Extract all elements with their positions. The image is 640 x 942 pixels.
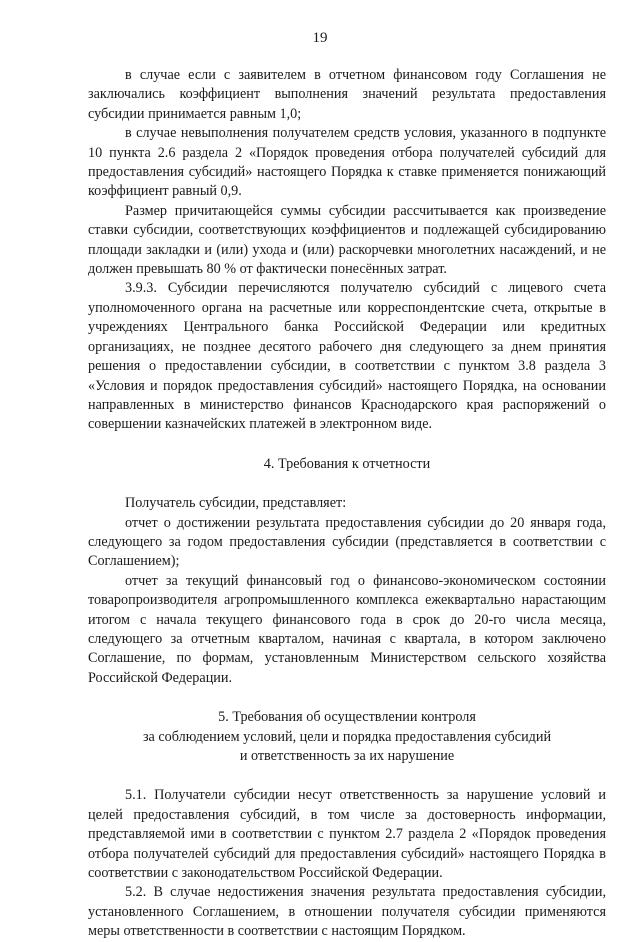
document-body — [88, 66, 606, 942]
paragraph-5-1: 5.1. Получатели субсидии несут ответственность за нарушение условий и целей предоставления субсидий, в том числе за достоверность информации, представляемой ими в соответствии с пунктом 2.7 раздела 2 «Порядок проведения отбора получателей субсидий для предоставления субсидий» настоящего Порядка в соответствии с законодательством Российской Федерации. — [88, 787, 606, 882]
section-heading-5-line-1: 5. Требования об осуществлении контроля — [218, 709, 476, 726]
paragraph-coefficient-reduction: в случае невыполнения получателем средств условия, указанного в подпункте 10 пункта 2.6 раздела 2 «Порядок проведения отбора получателей субсидий для предоставления субсидий» настоящего Порядка к ставке применяется понижающий коэффициент равный 0,9. — [88, 125, 606, 200]
paragraph-financial-report: отчет за текущий финансовый год о финансово-экономическом состоянии товаропроизводителя агропромышленного комплекса ежеквартально нарастающим итогом с начала текущего финансового года в срок до 20-го числа месяца, следующего за отчетным кварталом, начиная с квартала, в котором заключено Соглашение, по формам, установленным Министерством сельского хозяйства Российской Федерации. — [88, 572, 606, 686]
spacer — [88, 474, 606, 494]
paragraph-subsidy-amount: Размер причитающейся суммы субсидии рассчитывается как произведение ставки субсидии, соответствующих коэффициентов и подлежащей субсидированию площади закладки и (или) ухода и (или) раскорчевки многолетних насаждений, и не должен превышать 80 % от фактически понесённых затрат. — [88, 202, 606, 278]
paragraph-coefficient-no-agreement: в случае если с заявителем в отчетном финансовом году Соглашения не заключались коэффициент выполнения значений результата предоставления субсидии принимается равным 1,0; — [88, 67, 606, 122]
section-heading-4: 4. Требования к отчетности — [263, 455, 431, 472]
page-number: 19 — [312, 30, 328, 46]
spacer — [88, 688, 606, 708]
spacer — [88, 766, 606, 786]
section-heading-5 — [88, 708, 606, 766]
spacer — [88, 435, 606, 455]
paragraph-recipient-submits: Получатель субсидии, представляет: — [125, 495, 347, 512]
paragraph-5-2: 5.2. В случае недостижения значения результата предоставления субсидии, установленного Соглашением, в отношении получателя субсидии применяются меры ответственности в соответствии с настоящим Порядком. — [88, 884, 606, 940]
section-heading-5-line-3: и ответственность за их нарушение — [239, 748, 455, 764]
section-heading-5-line-2: за соблюдением условий, цели и порядка предоставления субсидий — [142, 728, 552, 745]
paragraph-3-9-3: 3.9.3. Субсидии перечисляются получателю субсидий с лицевого счета уполномоченного органа на расчетные или корреспондентские счета, открытые в учреждениях Центрального банка Российской Федерации или кредитных организациях, не позднее десятого рабочего дня следующего за днем принятия решения о предоставлении субсидии, в соответствии с пунктом 3.8 раздела 3 «Условия и порядок предоставления субсидий» настоящего Порядка, на основании направленных в министерство финансов Краснодарского края распоряжений о совершении казначейских платежей в электронном виде. — [88, 280, 606, 433]
paragraph-result-report: отчет о достижении результата предоставления субсидии до 20 января года, следующего за годом предоставления субсидии (представляется в соответствии с Соглашением); — [88, 514, 606, 570]
